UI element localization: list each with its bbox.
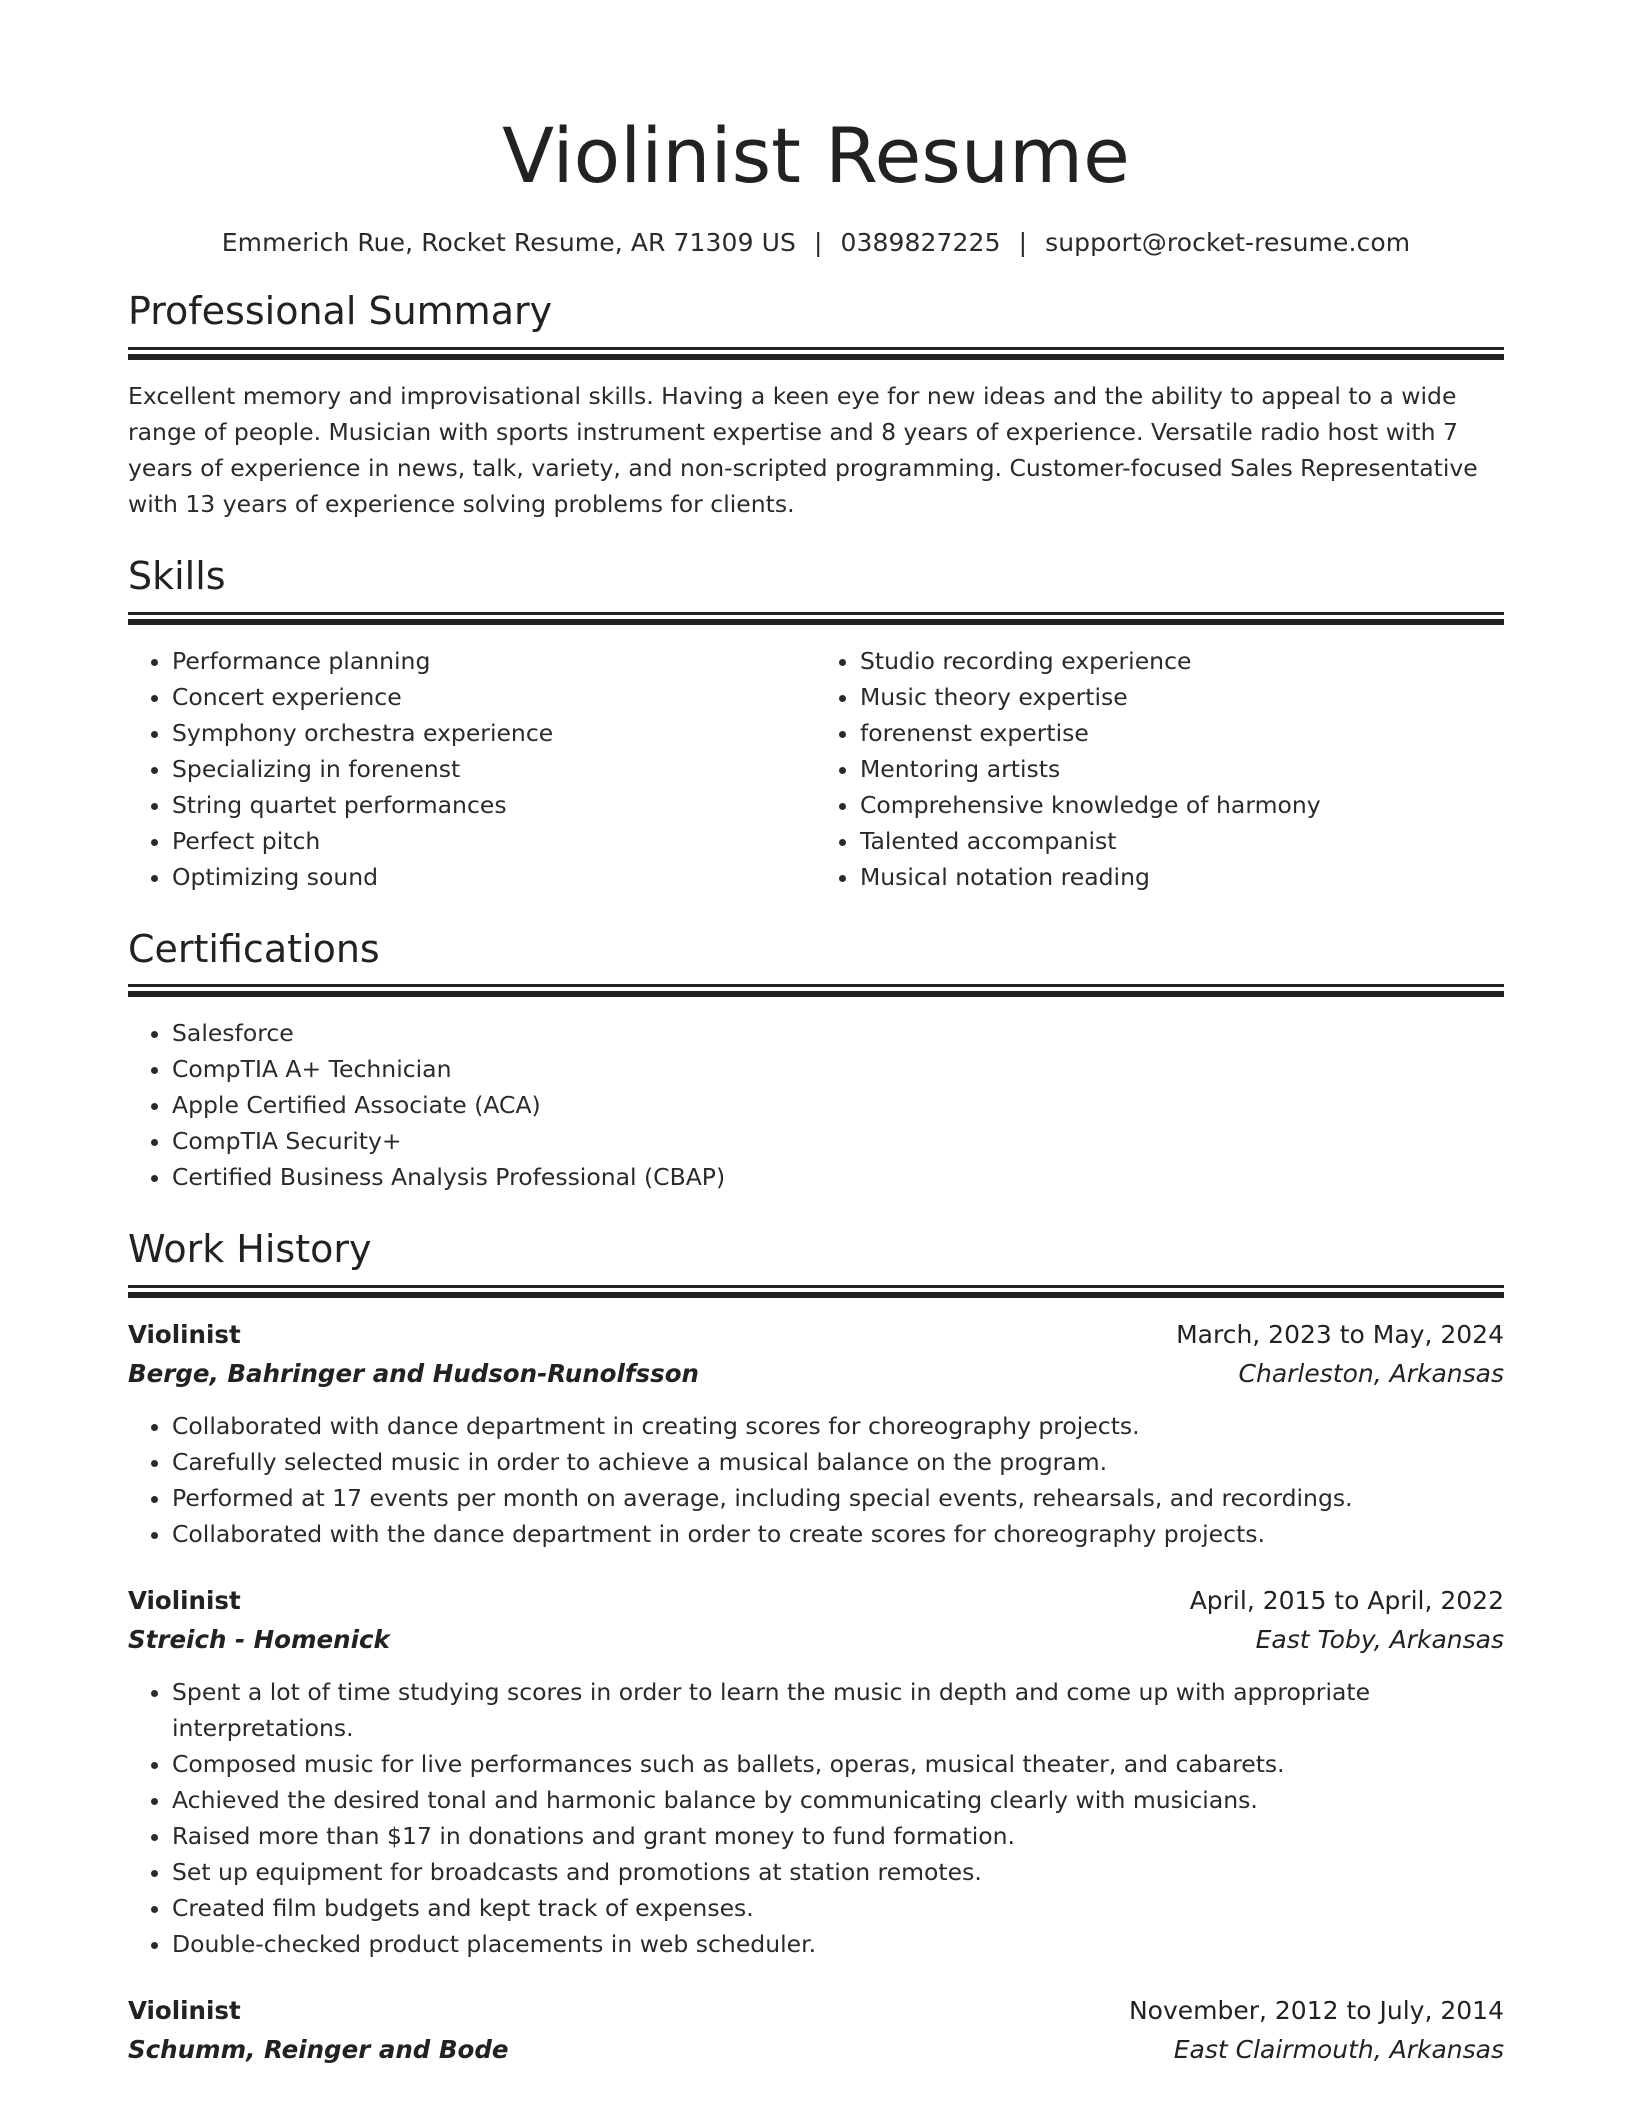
job-bullet: • Collaborated with dance department in creating scores for choreography projects. xyxy=(172,1408,1504,1444)
skills-column-right xyxy=(816,643,1504,895)
work-history-heading: Work History xyxy=(128,1227,372,1272)
section-rule-thin xyxy=(128,612,1504,615)
section-rule-thin xyxy=(128,347,1504,350)
contact-separator: | xyxy=(813,228,823,257)
job-location: Charleston, Arkansas xyxy=(1238,1359,1504,1389)
job-entry xyxy=(128,1582,1504,1962)
job-header-row xyxy=(128,1582,1504,1620)
summary-section xyxy=(128,291,1504,522)
certification-item: • CompTIA Security+ xyxy=(172,1123,1504,1159)
resume-title: Violinist Resume xyxy=(502,111,1130,200)
skill-item: • String quartet performances xyxy=(172,787,816,823)
job-header-row xyxy=(128,1992,1504,2030)
skills-columns xyxy=(128,643,1504,895)
work-history-section xyxy=(128,1229,1504,2070)
job-bullet: • Carefully selected music in order to achieve a musical balance on the program. xyxy=(172,1444,1504,1480)
job-bullet: • Spent a lot of time studying scores in order to learn the music in depth and come up with appropriate interpretations. xyxy=(172,1674,1504,1746)
job-bullet: • Created film budgets and kept track of expenses. xyxy=(172,1890,1504,1926)
job-bullet: • Composed music for live performances such as ballets, operas, musical theater, and cabarets. xyxy=(172,1746,1504,1782)
job-company-row xyxy=(128,1620,1504,1660)
section-rule-thick xyxy=(128,1292,1504,1298)
skill-item: • Perfect pitch xyxy=(172,823,816,859)
section-rule-thick xyxy=(128,619,1504,625)
certification-item: • Apple Certified Associate (ACA) xyxy=(172,1087,1504,1123)
skill-item: • Symphony orchestra experience xyxy=(172,715,816,751)
skills-heading: Skills xyxy=(128,553,226,598)
summary-heading: Professional Summary xyxy=(128,289,553,333)
skill-item: • Performance planning xyxy=(172,643,816,679)
skill-item: • Mentoring artists xyxy=(860,751,1504,787)
job-dates: November, 2012 to July, 2014 xyxy=(1128,1996,1504,2026)
section-rule-thin xyxy=(128,1285,1504,1288)
skill-item: • Talented accompanist xyxy=(860,823,1504,859)
job-company: Berge, Bahringer and Hudson-Runolfsson xyxy=(128,1359,699,1389)
job-entry xyxy=(128,1992,1504,2070)
job-location: East Toby, Arkansas xyxy=(1255,1625,1504,1655)
job-bullets xyxy=(128,1408,1504,1552)
skills-list-right xyxy=(816,643,1504,895)
certification-item: • Certified Business Analysis Professional (CBAP) xyxy=(172,1159,1504,1195)
skill-item: • forenenst expertise xyxy=(860,715,1504,751)
job-title: Violinist xyxy=(128,1320,241,1350)
job-header-row xyxy=(128,1316,1504,1354)
job-company-row xyxy=(128,1354,1504,1394)
job-bullet: • Collaborated with the dance department in order to create scores for choreography projects. xyxy=(172,1516,1504,1552)
skill-item: • Comprehensive knowledge of harmony xyxy=(860,787,1504,823)
summary-text: Excellent memory and improvisational skills. Having a keen eye for new ideas and the ability to appeal to a wide range of people. Musician with sports instrument expertise and 8 years of experience. Versatile radio host with 7 years of experience in news, talk, variety, and non-scripted programming. Customer-focused Sales Representative with 13 years of experience solving problems for clients. xyxy=(128,381,1478,518)
job-dates: March, 2023 to May, 2024 xyxy=(1176,1320,1504,1350)
skill-item: • Studio recording experience xyxy=(860,643,1504,679)
job-bullet: • Double-checked product placements in web scheduler. xyxy=(172,1926,1504,1962)
job-bullet: • Achieved the desired tonal and harmonic balance by communicating clearly with musicians. xyxy=(172,1782,1504,1818)
skill-item: • Music theory expertise xyxy=(860,679,1504,715)
section-rule-thin xyxy=(128,984,1504,987)
certifications-heading: Certifications xyxy=(128,926,380,971)
job-company: Streich - Homenick xyxy=(128,1625,390,1655)
skill-item: • Specializing in forenenst xyxy=(172,751,816,787)
job-dates: April, 2015 to April, 2022 xyxy=(1189,1586,1504,1616)
skills-list-left xyxy=(128,643,816,895)
skills-column-left xyxy=(128,643,816,895)
certifications-list xyxy=(128,1015,1504,1195)
section-rule-thick xyxy=(128,354,1504,360)
job-bullet: • Performed at 17 events per month on average, including special events, rehearsals, and recordings. xyxy=(172,1480,1504,1516)
contact-line xyxy=(128,228,1504,257)
job-company-row xyxy=(128,2030,1504,2070)
certification-item: • CompTIA A+ Technician xyxy=(172,1051,1504,1087)
contact-phone: 0389827225 xyxy=(840,228,1001,257)
job-entry xyxy=(128,1316,1504,1552)
contact-separator: | xyxy=(1018,228,1028,257)
certifications-section xyxy=(128,926,1504,1196)
job-title: Violinist xyxy=(128,1586,241,1616)
job-title: Violinist xyxy=(128,1996,241,2026)
job-bullet: • Set up equipment for broadcasts and promotions at station remotes. xyxy=(172,1854,1504,1890)
skill-item: • Concert experience xyxy=(172,679,816,715)
job-bullet: • Raised more than $17 in donations and grant money to fund formation. xyxy=(172,1818,1504,1854)
job-bullets xyxy=(128,1674,1504,1962)
skill-item: • Musical notation reading xyxy=(860,859,1504,895)
skill-item: • Optimizing sound xyxy=(172,859,816,895)
certification-item: • Salesforce xyxy=(172,1015,1504,1051)
skills-section xyxy=(128,553,1504,895)
contact-address: Emmerich Rue, Rocket Resume, AR 71309 US xyxy=(221,228,796,257)
job-company: Schumm, Reinger and Bode xyxy=(128,2035,509,2065)
job-location: East Clairmouth, Arkansas xyxy=(1173,2035,1504,2065)
section-rule-thick xyxy=(128,991,1504,997)
contact-email: support@rocket-resume.com xyxy=(1045,228,1411,257)
